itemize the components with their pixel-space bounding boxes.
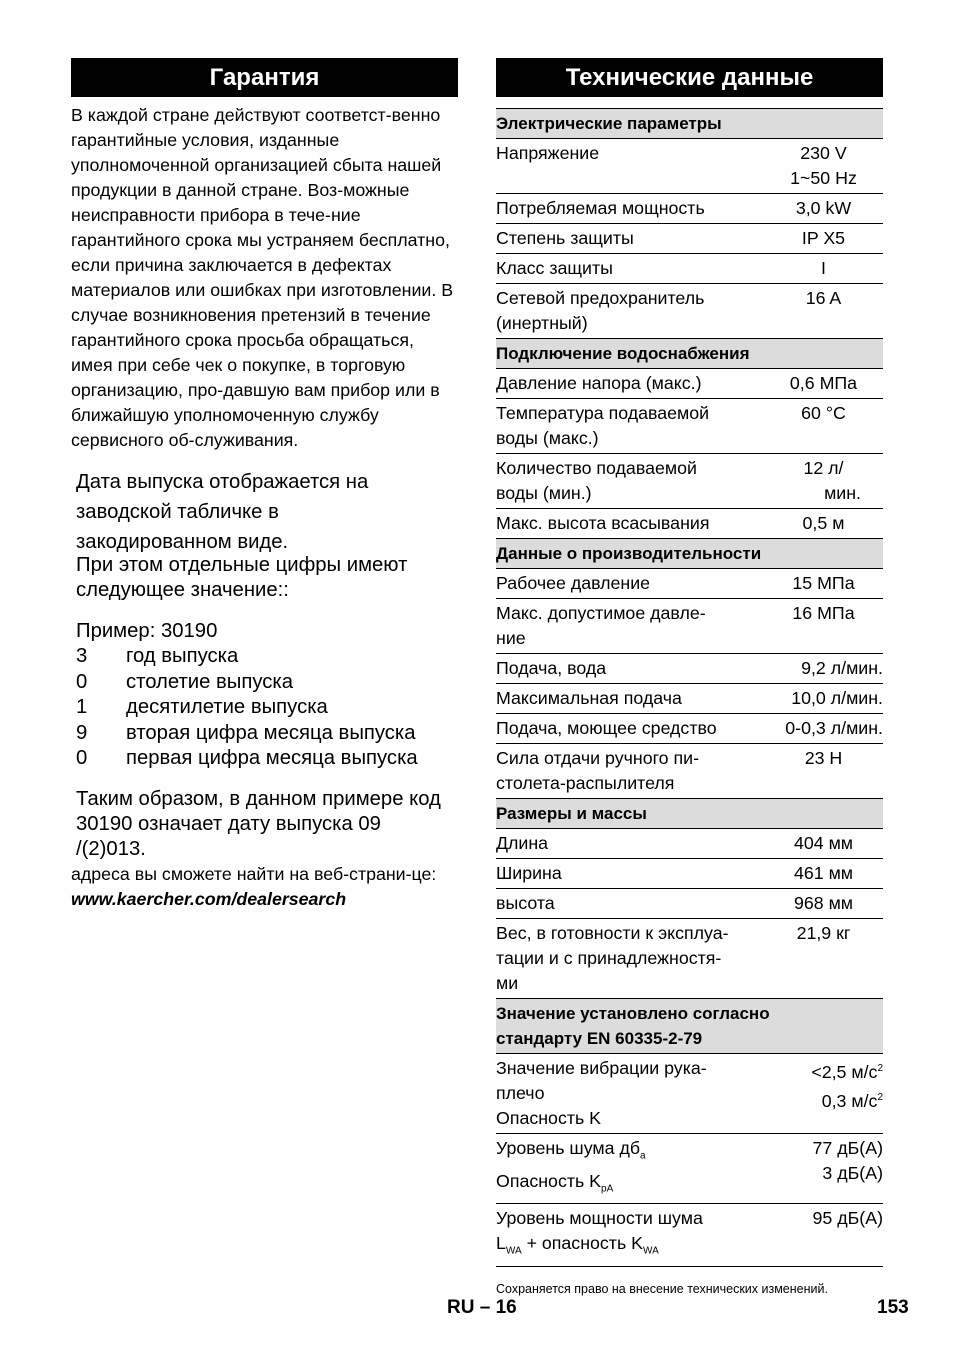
table-row (496, 599, 883, 654)
date-line: закодированном виде. (76, 531, 289, 553)
table-row (496, 1204, 883, 1267)
row-value: 0,5 м (764, 509, 883, 539)
row-label: Значение вибрации рука- плечо Опасность K (496, 1054, 764, 1134)
code-meaning: вторая цифра месяца выпуска (126, 721, 416, 744)
list-item (76, 670, 458, 696)
table-row (496, 509, 883, 539)
row-value: 16 МПа (764, 599, 883, 654)
footer-section-label: RU – 16 (447, 1297, 517, 1318)
table-row (496, 399, 883, 454)
list-item (76, 644, 458, 670)
row-value: 0-0,3 л/мин. (764, 714, 883, 744)
table-row (496, 369, 883, 399)
row-value: 968 мм (764, 889, 883, 919)
row-value: 12 л/ мин. (764, 454, 883, 509)
row-value: <2,5 $м/с^2$ 0,3 $м/с^2$ (764, 1054, 883, 1134)
row-label: Рабочее давление (496, 569, 764, 599)
row-value: 23 Н (764, 744, 883, 799)
table-row (496, 569, 883, 599)
conclusion-text: Таким образом, в данном примере код 30190 означает дату выпуска 09 /(2)013. (76, 787, 441, 860)
digit-code-list (71, 644, 458, 772)
tech-column (496, 58, 883, 1296)
row-value: 60 °C (764, 399, 883, 454)
table-row (496, 1134, 883, 1204)
table-row (496, 224, 883, 254)
table-row (496, 284, 883, 339)
row-value: 230 V 1~50 Hz (764, 139, 883, 194)
row-label: Уровень шума $дб_a$ Опасность $K_{pA}$ (496, 1134, 764, 1204)
date-info (71, 467, 458, 557)
row-label: Сетевой предохранитель (инертный) (496, 284, 764, 339)
table-row (496, 889, 883, 919)
row-label: Сила отдачи ручного пи- столета-распылителя (496, 744, 764, 799)
table-row (496, 254, 883, 284)
row-value: 404 мм (764, 829, 883, 859)
row-value: 9,2 л/мин. (764, 654, 883, 684)
code-meaning: десятилетие выпуска (126, 696, 328, 718)
row-value: 0,6 МПа (764, 369, 883, 399)
table-row (496, 1054, 883, 1134)
table-row (496, 139, 883, 194)
row-value: 15 МПа (764, 569, 883, 599)
code-digit: 0 (76, 670, 88, 693)
address-text: адреса вы сможете найти на веб-страни-це: (71, 863, 437, 884)
tech-data-table (496, 108, 883, 1267)
example-label: Пример: 30190 (76, 620, 218, 642)
row-label: Температура подаваемой воды (макс.) (496, 399, 764, 454)
table-section-header: Значение установлено согласно стандарту EN 60335-2-79 (496, 999, 883, 1054)
row-label: Вес, в готовности к эксплуа- тации и с принадлежностя- ми (496, 919, 764, 999)
row-label: Класс защиты (496, 254, 764, 284)
code-digit: 3 (76, 645, 88, 667)
table-row (496, 654, 883, 684)
row-label: Ширина (496, 859, 764, 889)
row-value: 77 дБ(A) 3 дБ(A) (764, 1134, 883, 1204)
row-label: Напряжение (496, 139, 764, 194)
code-digit: 0 (76, 747, 88, 769)
row-label: высота (496, 889, 764, 919)
tech-heading: Технические данные (496, 58, 883, 97)
list-item (76, 695, 458, 721)
row-label: Уровень мощности шума $L_{WA}$ + опасность $K_{WA}$ (496, 1204, 764, 1267)
row-value: 95 дБ(A) (764, 1204, 883, 1267)
row-label: Макс. высота всасывания (496, 509, 764, 539)
list-item (76, 721, 458, 747)
table-row (496, 744, 883, 799)
row-label: Количество подаваемой воды (мин.) (496, 454, 764, 509)
table-row (496, 714, 883, 744)
row-value: 10,0 л/мин. (764, 684, 883, 714)
table-section-header: Электрические параметры (496, 109, 883, 139)
dealer-search-link[interactable]: www.kaercher.com/dealersearch (71, 888, 347, 909)
code-digit: 1 (76, 696, 88, 718)
code-meaning: год выпуска (126, 645, 239, 667)
table-row (496, 919, 883, 999)
row-value: 3,0 kW (764, 194, 883, 224)
row-value: 16 A (764, 284, 883, 339)
list-item (76, 746, 458, 772)
row-value: 21,9 кг (764, 919, 883, 999)
row-label: Макс. допустимое давле- ние (496, 599, 764, 654)
warranty-column (71, 58, 458, 912)
row-label: Максимальная подача (496, 684, 764, 714)
table-row (496, 454, 883, 509)
row-label: Подача, вода (496, 654, 764, 684)
row-label: Потребляемая мощность (496, 194, 764, 224)
table-row (496, 194, 883, 224)
table-section-header: Подключение водоснабжения (496, 339, 883, 369)
row-value: 461 мм (764, 859, 883, 889)
row-label: Длина (496, 829, 764, 859)
date-line: заводской табличке в (76, 501, 279, 523)
digits-intro: При этом отдельные цифры имеют следующее значение:: (76, 554, 408, 601)
code-meaning: столетие выпуска (126, 670, 293, 693)
table-section-header: Данные о производительности (496, 539, 883, 569)
date-line: Дата выпуска отображается на (76, 471, 369, 493)
code-meaning: первая цифра месяца выпуска (126, 747, 418, 769)
warranty-text: В каждой стране действуют соответст-венно гарантийные условия, изданные уполномоченной организацией сбыта нашей продукции в данной стране. Воз-можные неисправности прибора в тече-ние гарантийного срока мы устраняем бесплатно, если причина заключается в дефектах материалов или ошибках при изготовлении. В случае возникновения претензий в течение гарантийного срока просьба обращаться, имея при себе чек о покупке, в торговую организацию, про-давшую вам прибор или в ближайшую уполномоченную службу сервисного об-служивания. (71, 105, 454, 450)
row-label: Степень защиты (496, 224, 764, 254)
row-value: IP X5 (764, 224, 883, 254)
row-value: I (764, 254, 883, 284)
table-row (496, 684, 883, 714)
technical-changes-note: Сохраняется право на внесение технических изменений. (496, 1281, 828, 1296)
table-section-header: Размеры и массы (496, 799, 883, 829)
table-row (496, 859, 883, 889)
page-number: 153 (877, 1297, 909, 1318)
table-row (496, 829, 883, 859)
warranty-heading: Гарантия (71, 58, 458, 97)
code-digit: 9 (76, 721, 88, 744)
row-label: Подача, моющее средство (496, 714, 764, 744)
row-label: Давление напора (макс.) (496, 369, 764, 399)
